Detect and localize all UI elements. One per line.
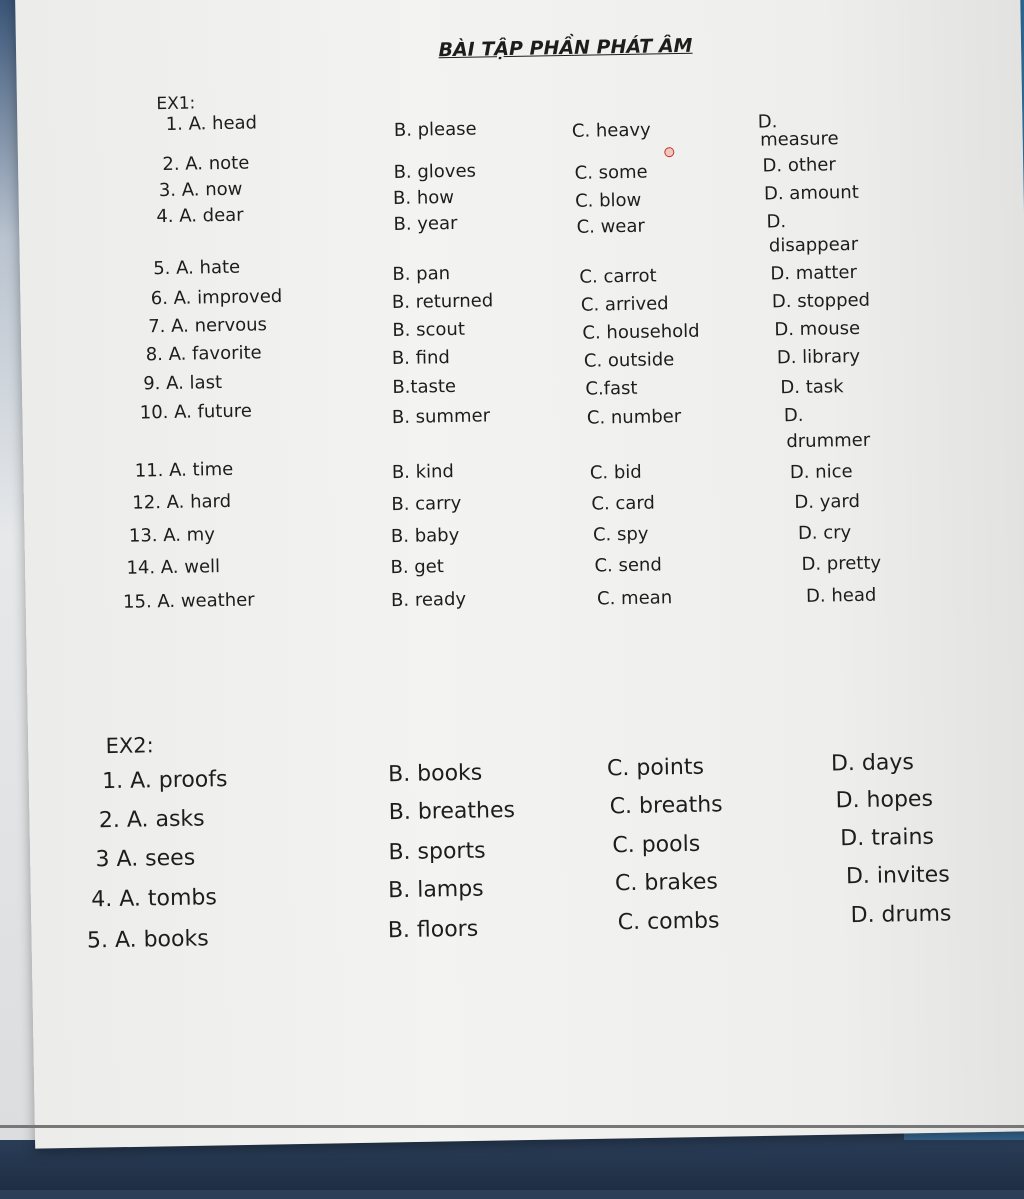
ex1-option-b: B.taste [392, 375, 457, 399]
ex2-option-a: 3 A. sees [95, 845, 196, 873]
ex2-option-d: D. days [830, 750, 915, 777]
ex2-option-a: 5. A. books [86, 926, 209, 954]
ex1-option-b: B. returned [391, 290, 494, 314]
ex1-option-b: B. baby [390, 524, 460, 548]
ex1-option-b: B. how [392, 186, 455, 210]
ex1-option-b: B. carry [391, 492, 462, 516]
ex1-option-d: D. [757, 111, 778, 133]
ex1-option-d: D. mouse [774, 317, 861, 341]
ex1-option-a: 8. A. favorite [145, 342, 262, 366]
page-title: BÀI TẬP PHẦN PHÁT ÂM [438, 34, 693, 62]
ex1-option-a: 5. A. hate [153, 256, 241, 280]
ex1-option-b: B. find [391, 347, 450, 370]
ex1-option-a: 11. A. time [134, 458, 234, 482]
ex1-option-c: C. carrot [579, 265, 657, 288]
red-mark [664, 147, 674, 157]
ex1-option-a: 7. A. nervous [148, 314, 268, 338]
ex2-option-d: D. hopes [835, 786, 934, 814]
ex1-option-d: D. cry [797, 522, 852, 544]
ex1-option-a: 4. A. dear [156, 204, 244, 228]
ex1-option-a: 14. A. well [126, 556, 221, 579]
ex1-option-d: D. task [780, 376, 844, 399]
ex1-option-b: B. please [393, 118, 477, 141]
ex1-option-c: C.fast [585, 377, 638, 400]
ex1-option-c: C. bid [589, 461, 642, 484]
ex1-option-c: C. wear [576, 215, 646, 238]
ex1-option-a: 13. A. my [128, 524, 216, 547]
ex1-option-a: 15. A. weather [122, 589, 255, 613]
ex1-option-c: C. number [586, 406, 682, 429]
ex1-option-b: B. gloves [393, 160, 477, 184]
ex2-option-a: 4. A. tombs [91, 885, 218, 913]
ex1-option-c: C. send [594, 554, 662, 577]
ex1-option-d: D. [766, 211, 787, 233]
ex1-option-d: D. stopped [771, 289, 871, 313]
ex1-option-c: C. blow [574, 189, 642, 212]
ex1-option-b: B. summer [391, 405, 491, 429]
ex1-option-d-cont: disappear [768, 233, 859, 257]
ex1-option-d: D. matter [770, 261, 858, 285]
ex1-option-d: D. [783, 404, 804, 427]
ex1-option-c: C. spy [592, 523, 649, 546]
ex2-option-b: B. lamps [387, 876, 484, 904]
ex2-option-d: D. invites [845, 862, 950, 890]
ex1-option-b: B. kind [391, 460, 455, 484]
ex1-option-b: B. pan [392, 263, 451, 286]
ex1-option-d: D. head [805, 584, 877, 607]
ex1-option-b: B. ready [390, 588, 467, 612]
ex1-option-c: C. outside [583, 349, 675, 372]
ex2-option-d: D. drums [850, 901, 952, 929]
ex2-label: EX2: [105, 733, 154, 759]
ex1-option-d: D. yard [794, 490, 861, 514]
ex2-option-c: C. combs [617, 908, 720, 936]
ex1-option-b: B. scout [392, 318, 466, 342]
ex1-option-d: D. pretty [801, 552, 882, 575]
ex1-option-c: C. heavy [571, 119, 651, 142]
ex1-option-c: C. household [582, 320, 700, 344]
ex2-option-c: C. points [606, 754, 705, 782]
ex1-option-c: C. some [574, 161, 648, 184]
ex2-option-c: C. breaths [609, 792, 723, 820]
ex1-option-d: D. nice [789, 461, 853, 484]
ex1-option-d-cont: drummer [786, 429, 871, 453]
ex1-option-b: B. get [390, 556, 445, 579]
ex1-option-c: C. card [591, 492, 656, 515]
ex1-option-b: B. year [393, 212, 458, 236]
ex2-option-b: B. floors [387, 916, 479, 944]
ex1-option-c: C. arrived [580, 293, 669, 316]
ex1-option-d-cont: measure [759, 128, 839, 151]
ex1-option-a: 2. A. note [162, 152, 250, 176]
ex1-option-a: 3. A. now [158, 178, 243, 202]
ex2-option-a: 1. A. proofs [101, 766, 228, 795]
ex2-option-c: C. pools [612, 831, 701, 859]
ex1-option-a: 9. A. last [143, 372, 223, 395]
ex1-option-a: 10. A. future [139, 400, 253, 424]
ex1-option-a: 6. A. improved [150, 285, 283, 310]
ex1-option-c: C. mean [596, 587, 673, 610]
ex1-label: EX1: [156, 93, 196, 115]
ex1-option-d: D. amount [763, 181, 859, 205]
ex1-option-d: D. library [776, 345, 861, 369]
ex2-option-b: B. sports [388, 838, 486, 866]
ex2-option-b: B. books [387, 760, 483, 788]
ex2-option-a: 2. A. asks [98, 806, 205, 834]
ex1-option-a: 12. A. hard [132, 490, 232, 514]
ex1-option-a: 1. A. head [165, 112, 258, 135]
ex2-option-b: B. breathes [388, 797, 516, 826]
ex2-option-c: C. brakes [614, 869, 719, 897]
ex2-option-d: D. trains [840, 824, 935, 852]
ex1-option-d: D. other [762, 154, 836, 177]
